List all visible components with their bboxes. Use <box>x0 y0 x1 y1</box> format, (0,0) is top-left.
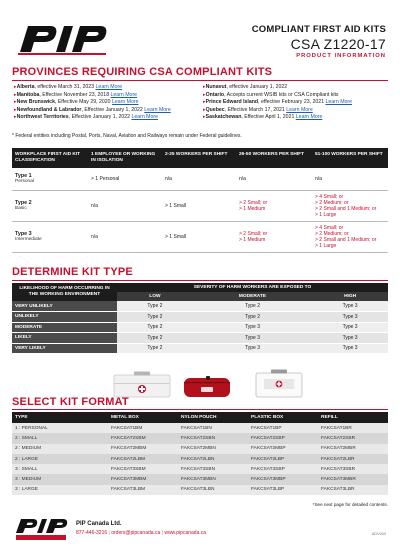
kit-type-matrix <box>12 283 388 354</box>
learn-more-link[interactable]: Learn More <box>144 106 171 113</box>
matrix-cell: Type 2 <box>193 312 312 323</box>
table-cell: FAKCSAT3LBP <box>248 485 318 495</box>
matrix-cell: Type 2 <box>117 301 193 312</box>
province-item: ▸ Saskatchewan, Effective April 1, 2021 Learn More <box>203 114 352 122</box>
header-standard: CSA Z1220-17 <box>290 36 386 52</box>
matrix-row <box>12 322 388 333</box>
section-divider <box>12 280 388 281</box>
table-cell: FAKCSAT2MBM <box>108 444 178 454</box>
table-cell: > 1 Small <box>162 190 236 221</box>
table-row <box>12 168 388 190</box>
matrix-cell: Type 3 <box>312 322 388 333</box>
table-cell: FAKCSAT1BR <box>318 423 388 433</box>
classification-table <box>12 148 388 253</box>
table-row <box>12 433 388 443</box>
table-cell: > 2 Small; or > 1 Medium <box>236 190 312 221</box>
table-cell: > 4 Small; or > 2 Medium; or > 2 Small and 1 Medium; or > 1 Large <box>312 221 388 252</box>
table-cell: 2 : SMALL <box>12 433 108 443</box>
table-row <box>12 464 388 474</box>
table-row <box>12 485 388 495</box>
table-cell: FAKCSAT3MBP <box>248 474 318 484</box>
column-header: NYLON POUCH <box>178 412 248 423</box>
table-cell: FAKCSAT3MBM <box>108 474 178 484</box>
matrix-row <box>12 333 388 344</box>
column-header: WORKPLACE FIRST AID KIT CLASSIFICATION <box>12 148 88 168</box>
kit-format-title: SELECT KIT FORMAT <box>12 396 129 408</box>
matrix-row <box>12 301 388 312</box>
table-header-row <box>12 412 388 423</box>
learn-more-link[interactable]: Learn More <box>325 99 353 106</box>
learn-more-link[interactable]: Learn More <box>295 114 323 121</box>
severity-header: SEVERITY OF HARM WORKERS ARE EXPOSED TO <box>117 283 388 292</box>
table-cell: FAKCSAT3SBP <box>248 464 318 474</box>
table-cell: FAKCSAT3LBN <box>178 485 248 495</box>
matrix-cell: Type 2 <box>117 343 193 354</box>
contact-line: 877-446-3216 | orders@pipcanada.ca | www.pipcanada.ca <box>76 530 207 536</box>
metal-box-kit-image <box>112 371 172 399</box>
table-row <box>12 444 388 454</box>
header-title: COMPLIANT FIRST AID KITS <box>251 24 386 35</box>
column-header: 1 EMPLOYEE OR WORKING IN ISOLATION <box>88 148 162 168</box>
table-cell: FAKCSAT3SBM <box>108 464 178 474</box>
table-cell: FAKCSAT1BP <box>248 423 318 433</box>
matrix-cell: Type 3 <box>312 312 388 323</box>
province-item: ▸ Alberta, effective March 31, 2023 Learn More <box>14 84 171 92</box>
learn-more-link[interactable]: Learn More <box>95 84 123 90</box>
matrix-cell: Type 3 <box>312 333 388 344</box>
column-header: PLASTIC BOX <box>248 412 318 423</box>
header-subtitle: PRODUCT INFORMATION <box>296 53 386 59</box>
table-cell: FAKCSAT2SBM <box>108 433 178 443</box>
table-cell: 2 : MEDIUM <box>12 444 108 454</box>
website-link[interactable]: www.pipcanada.ca <box>164 530 207 536</box>
phone-number: 877-446-3216 <box>76 530 108 536</box>
table-cell: FAKCSAT3SBR <box>318 464 388 474</box>
table-cell: FAKCSAT3LBM <box>108 485 178 495</box>
province-item: ▸ Manitoba, Effective November 23, 2018 Learn More <box>14 92 171 100</box>
matrix-row <box>12 343 388 354</box>
table-cell: 3 : SMALL <box>12 464 108 474</box>
table-cell: FAKCSAT2SBN <box>178 433 248 443</box>
province-item: ▸ Newfoundland & Labrador, Effective January 1, 2022 Learn More <box>14 107 171 115</box>
table-header-row <box>12 148 388 168</box>
provinces-left-list <box>14 84 171 122</box>
table-cell: FAKCSAT1BN <box>178 423 248 433</box>
matrix-cell: Type 3 <box>193 322 312 333</box>
matrix-cell: Type 3 <box>193 333 312 344</box>
province-item: ▸ Prince Edward Island, effective February 23, 2021 Learn More <box>203 99 352 107</box>
learn-more-link[interactable]: Learn More <box>286 106 313 113</box>
matrix-cell: Type 3 <box>193 343 312 354</box>
table-row <box>12 454 388 464</box>
pip-logo <box>16 22 108 56</box>
table-cell: > 1 Personal <box>88 168 162 190</box>
matrix-cell: Type 2 <box>193 301 312 312</box>
table-cell: FAKCSAT2MBP <box>248 444 318 454</box>
matrix-header-row <box>12 283 388 292</box>
matrix-cell: Type 2 <box>117 322 193 333</box>
province-item: ▸ Ontario, Accepts current WSIB kits or CSA Compliant kits <box>203 92 352 100</box>
provinces-title: PROVINCES REQUIRING CSA COMPLIANT KITS <box>12 66 273 78</box>
column-header: LOW <box>117 292 193 301</box>
table-cell: 2 : LARGE <box>12 454 108 464</box>
learn-more-link[interactable]: Learn More <box>111 99 139 106</box>
table-cell: FAKCSAT2MBN <box>178 444 248 454</box>
likelihood-label: VERY UNLIKELY <box>12 301 117 312</box>
document-header <box>252 24 386 59</box>
table-cell: FAKCSAT2LBN <box>178 454 248 464</box>
province-item: ▸ Nunavut, effective January 1, 2022 <box>203 84 352 92</box>
likelihood-label: VERY LIKELY <box>12 343 117 354</box>
kit-level-cell: Type 2 Basic <box>12 190 88 221</box>
table-cell: n/a <box>88 190 162 221</box>
likelihood-label: UNLIKELY <box>12 312 117 323</box>
company-name: PIP Canada Ltd. <box>76 521 122 527</box>
matrix-cell: Type 3 <box>312 301 388 312</box>
table-row <box>12 190 388 221</box>
table-row <box>12 474 388 484</box>
kit-level-cell: Type 3 Intermediate <box>12 221 88 252</box>
table-row <box>12 423 388 433</box>
email-link[interactable]: orders@pipcanada.ca <box>111 530 161 536</box>
column-header: 2-25 WORKERS PER SHIFT <box>162 148 236 168</box>
table-cell: n/a <box>88 221 162 252</box>
kit-type-title: DETERMINE KIT TYPE <box>12 266 133 278</box>
table-cell: FAKCSAT2MBR <box>318 444 388 454</box>
matrix-cell: Type 2 <box>117 333 193 344</box>
column-header: REFILL <box>318 412 388 423</box>
table-cell: FAKCSAT2LBP <box>248 454 318 464</box>
column-header: MODERATE <box>193 292 312 301</box>
kit-level-cell: Type 1 Personal <box>12 168 88 190</box>
nylon-pouch-kit-image <box>183 375 231 399</box>
table-cell: 3 : LARGE <box>12 485 108 495</box>
table-cell: FAKCSAT2LBM <box>108 454 178 464</box>
likelihood-label: LIKELY <box>12 333 117 344</box>
likelihood-label: MODERATE <box>12 322 117 333</box>
table-cell: 1 : PERSONAL <box>12 423 108 433</box>
kit-format-table <box>12 412 388 495</box>
table-cell: > 4 Small; or > 2 Medium; or > 2 Small and 1 Medium; or > 1 Large <box>312 190 388 221</box>
table-cell: n/a <box>162 168 236 190</box>
column-header: HIGH <box>312 292 388 301</box>
province-item: ▸ New Brunswick, Effective May 29, 2020 Learn More <box>14 99 171 107</box>
table-cell: FAKCSAT1BM <box>108 423 178 433</box>
plastic-box-kit-image <box>254 369 304 399</box>
section-divider <box>12 80 388 81</box>
table-cell: FAKCSAT3SBN <box>178 464 248 474</box>
table-cell: n/a <box>312 168 388 190</box>
table-cell: FAKCSAT2SBR <box>318 433 388 443</box>
see-next-page-note: *See next page for detailed contents. <box>312 502 388 507</box>
column-header: METAL BOX <box>108 412 178 423</box>
table-cell: > 1 Small <box>162 221 236 252</box>
table-cell: n/a <box>236 168 312 190</box>
province-item: ▸ Quebec, Effective March 17, 2021 Learn More <box>203 107 352 115</box>
learn-more-link[interactable]: Learn More <box>131 114 158 121</box>
table-row <box>12 221 388 252</box>
table-cell: 3 : MEDIUM <box>12 474 108 484</box>
column-header: 26-50 WORKERS PER SHIFT <box>236 148 312 168</box>
table-cell: FAKCSAT2SBP <box>248 433 318 443</box>
provinces-right-list <box>203 84 352 122</box>
likelihood-header: LIKELIHOOD OF HARM OCCURRING IN THE WORKING ENVIRONMENT <box>12 283 117 301</box>
matrix-row <box>12 312 388 323</box>
pip-canada-logo <box>14 517 68 541</box>
column-header: 51-100 WORKERS PER SHIFT <box>312 148 388 168</box>
federal-note: * Federal entities including Postal, Ports, Naval, Aviation and Railways remain under Federal guidelines. <box>12 133 242 139</box>
learn-more-link[interactable]: Learn More <box>110 91 138 98</box>
document-code: ADV009 <box>371 532 386 536</box>
matrix-cell: Type 3 <box>312 343 388 354</box>
table-cell: FAKCSAT2LBR <box>318 454 388 464</box>
section-divider <box>12 409 388 410</box>
table-cell: FAKCSAT3LBR <box>318 485 388 495</box>
matrix-cell: Type 2 <box>117 312 193 323</box>
table-cell: FAKCSAT3MBR <box>318 474 388 484</box>
table-cell: > 2 Small; or > 1 Medium <box>236 221 312 252</box>
table-cell: FAKCSAT3MBN <box>178 474 248 484</box>
province-item: ▸ Northwest Territories, Effective January 1, 2022 Learn More <box>14 114 171 122</box>
column-header: TYPE <box>12 412 108 423</box>
